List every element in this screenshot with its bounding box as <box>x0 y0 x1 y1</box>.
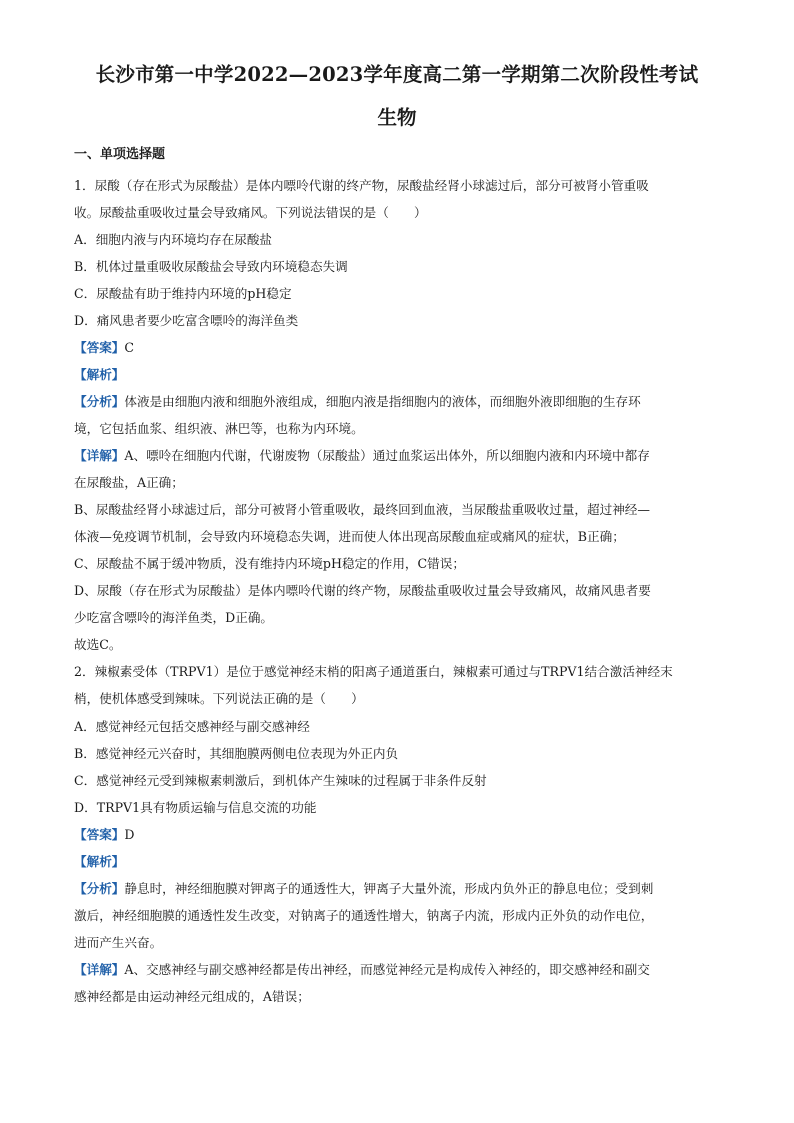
q1-xiangjie-line-2: 在尿酸盐，A正确； <box>74 475 184 490</box>
fenxi-tag: 【分析】 <box>74 394 125 409</box>
q1-option-c: C．尿酸盐有助于维持内环境的pH稳定 <box>74 286 292 301</box>
q1-conclusion: 故选C。 <box>74 637 122 652</box>
q2-xiangjie-line-1 <box>74 961 720 979</box>
q2-option-d: D．TRPV1具有物质运输与信息交流的功能 <box>74 800 317 815</box>
xiangjie-tag: 【详解】 <box>74 962 125 977</box>
subject-title: 生物 <box>377 106 417 129</box>
q2-option-b: B．感觉神经元兴奋时，其细胞膜两侧电位表现为外正内负 <box>74 746 399 761</box>
q1-xiangjie-line-1 <box>74 447 720 465</box>
q1-fenxi-line-2: 境，它包括血浆、组织液、淋巴等，也称为内环境。 <box>74 421 364 436</box>
analysis-tag: 【解析】 <box>74 854 125 869</box>
q1-option-a: A．细胞内液与内环境均存在尿酸盐 <box>74 232 273 247</box>
q2-analysis <box>74 853 720 871</box>
q1-fenxi-line-1 <box>74 393 720 411</box>
answer-tag: 【答案】 <box>74 340 125 355</box>
xiangjie-tag: 【详解】 <box>74 448 125 463</box>
fenxi-tag: 【分析】 <box>74 881 125 896</box>
q1-fenxi-text-1: 体液是由细胞内液和细胞外液组成，细胞内液是指细胞内的液体，而细胞外液即细胞的生存环 <box>124 394 641 409</box>
q2-fenxi-line-3: 进而产生兴奋。 <box>74 935 163 950</box>
analysis-tag: 【解析】 <box>74 367 125 382</box>
q1-xiangjie-line-3: B、尿酸盐经肾小球滤过后，部分可被肾小管重吸收，最终回到血液，当尿酸盐重吸收过量，超过神经— <box>74 502 650 517</box>
q2-xiangjie-text-1: A、交感神经与副交感神经都是传出神经，而感觉神经元是构成传入神经的，即交感神经和副交 <box>124 962 650 977</box>
q2-fenxi-text-1: 静息时，神经细胞膜对钾离子的通透性大，钾离子大量外流，形成内负外正的静息电位；受到刺 <box>124 881 654 896</box>
q2-option-c: C．感觉神经元受到辣椒素刺激后，到机体产生辣味的过程属于非条件反射 <box>74 773 487 788</box>
q2-option-a: A．感觉神经元包括交感神经与副交感神经 <box>74 719 310 734</box>
q1-xiangjie-text-1: A、嘌呤在细胞内代谢，代谢废物（尿酸盐）通过血浆运出体外，所以细胞内液和内环境中都存 <box>124 448 650 463</box>
q1-answer-value: C <box>124 340 135 355</box>
q1-stem-line-2: 收。尿酸盐重吸收过量会导致痛风。下列说法错误的是（ ） <box>74 205 427 220</box>
page-title: 长沙市第一中学2022—2023学年度高二第一学期第二次阶段性考试 <box>95 63 699 86</box>
q2-fenxi-line-1 <box>74 880 720 898</box>
q2-xiangjie-line-2: 感神经都是由运动神经元组成的，A错误； <box>74 989 310 1004</box>
section-heading: 一、单项选择题 <box>74 147 166 162</box>
q1-xiangjie-line-6: D、尿酸（存在形式为尿酸盐）是体内嘌呤代谢的终产物，尿酸盐重吸收过量会导致痛风，故痛风患者要 <box>74 583 651 598</box>
q1-analysis <box>74 366 720 384</box>
q1-option-d: D．痛风患者要少吃富含嘌呤的海洋鱼类 <box>74 313 299 328</box>
q2-stem-line-1: 2．辣椒素受体（TRPV1）是位于感觉神经末梢的阳离子通道蛋白，辣椒素可通过与TRPV1结合激活神经末 <box>74 664 673 679</box>
q1-xiangjie-line-5: C、尿酸盐不属于缓冲物质，没有维持内环境pH稳定的作用，C错误； <box>74 556 465 571</box>
q2-answer <box>74 826 720 844</box>
q1-option-b: B．机体过量重吸收尿酸盐会导致内环境稳态失调 <box>74 259 348 274</box>
q1-stem-line-1: 1．尿酸（存在形式为尿酸盐）是体内嘌呤代谢的终产物，尿酸盐经肾小球滤过后，部分可被肾小管重吸 <box>74 178 649 193</box>
answer-tag: 【答案】 <box>74 827 125 842</box>
q1-xiangjie-line-7: 少吃富含嘌呤的海洋鱼类，D正确。 <box>74 610 274 625</box>
q1-answer <box>74 339 720 357</box>
q2-stem-line-2: 梢，使机体感受到辣味。下列说法正确的是（ ） <box>74 691 364 706</box>
q2-answer-value: D <box>124 827 135 842</box>
q1-xiangjie-line-4: 体液—免疫调节机制，会导致内环境稳态失调，进而使人体出现高尿酸血症或痛风的症状，B正确； <box>74 529 625 544</box>
q2-fenxi-line-2: 激后，神经细胞膜的通透性发生改变，对钠离子的通透性增大，钠离子内流，形成内正外负的动作电位， <box>74 908 654 923</box>
